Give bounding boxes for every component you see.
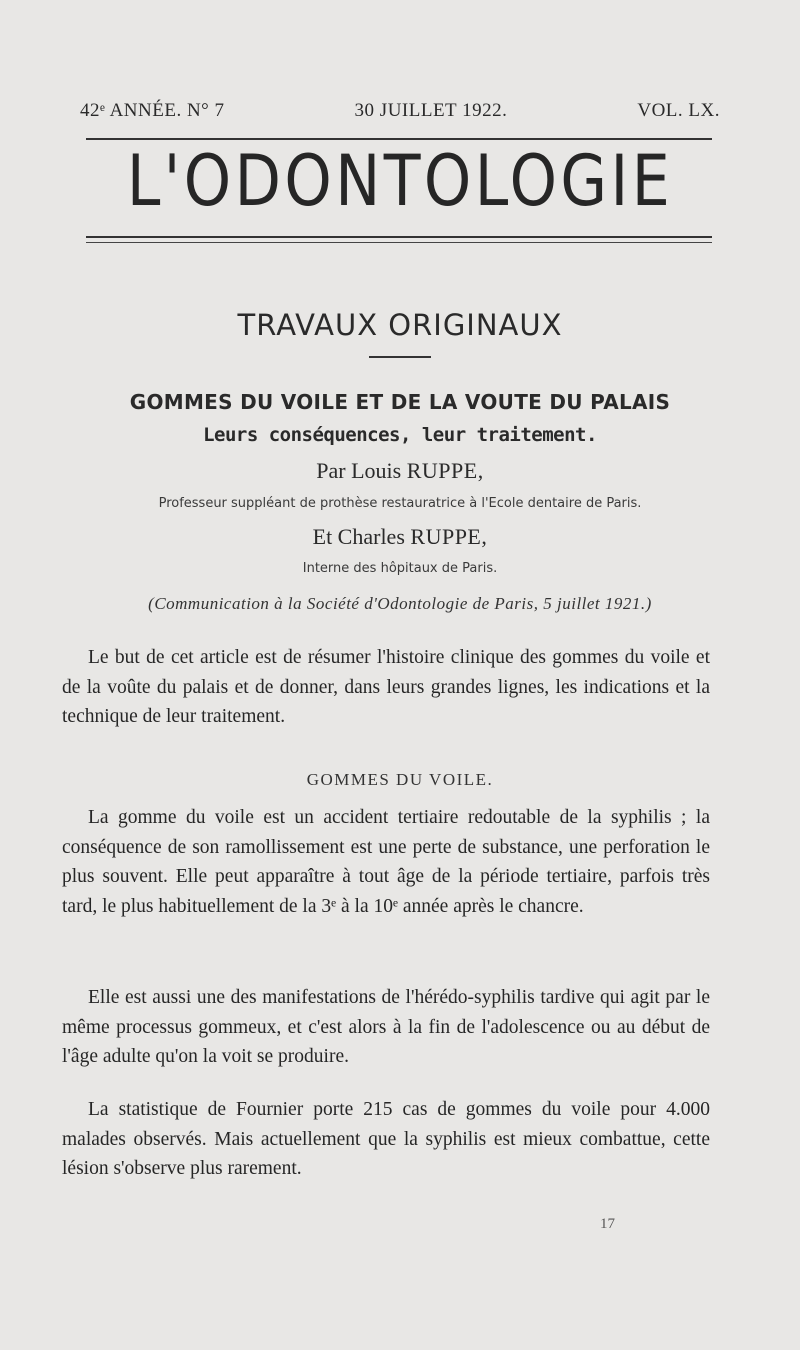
author-1-affiliation: Professeur suppléant de prothèse restauratrice à l'Ecole dentaire de Paris. <box>158 496 642 511</box>
section-title: TRAVAUX ORIGINAUX <box>237 308 563 342</box>
paragraph-1-text: La gomme du voile est un accident tertiaire redoutable de la syphilis ; la conséquence de son ramollissement est une perte de substance, une perforation le plus souvent. Elle peut apparaître à tout âge de la période tertiaire, parfois très tard, le plus habituellement de la 3ᵉ à la 10ᵉ année après le chancre. <box>62 807 710 918</box>
paragraph-3-text: La statistique de Fournier porte 215 cas de gommes du voile pour 4.000 malades observés. Mais actuellement que la syphilis est mieux combattue, cette lésion s'observe plus rarement. <box>62 1099 710 1180</box>
volume-number: VOL. LX. <box>637 100 720 121</box>
issue-header <box>80 100 720 122</box>
author-1 <box>0 458 800 484</box>
paragraph-2-text: Elle est aussi une des manifestations de l'hérédo-syphilis tardive qui agit par le même processus gommeux, et c'est alors à la fin de l'adolescence ou au début de l'âge adulte qu'on la voit se produire. <box>62 987 710 1068</box>
author-2-affiliation: Interne des hôpitaux de Paris. <box>302 561 498 576</box>
masthead-rule-thick <box>86 236 712 238</box>
communication-note: (Communication à la Société d'Odontologie de Paris, 5 juillet 1921.) <box>148 594 652 613</box>
author-1-name: RUPPE, <box>406 458 484 483</box>
author-2-prefix: Et Charles <box>312 524 405 549</box>
author-2 <box>0 524 800 550</box>
body-paragraph-1 <box>62 803 710 922</box>
author-1-prefix: Par Louis <box>316 458 402 483</box>
issue-number: 42ᵉ ANNÉE. N° 7 <box>80 100 225 121</box>
intro-paragraph <box>62 643 710 732</box>
page-number: 17 <box>600 1216 615 1232</box>
subsection-heading: GOMMES DU VOILE. <box>306 770 494 789</box>
article-title: GOMMES DU VOILE ET DE LA VOUTE DU PALAIS <box>129 390 671 414</box>
issue-date: 30 JUILLET 1922. <box>354 100 508 121</box>
section-rule <box>369 356 431 358</box>
article-subtitle: Leurs conséquences, leur traitement. <box>203 424 597 446</box>
masthead-rule-thin <box>86 242 712 243</box>
journal-masthead: L'ODONTOLOGIE <box>126 140 674 222</box>
intro-text: Le but de cet article est de résumer l'histoire clinique des gommes du voile et de la voûte du palais et de donner, dans leurs grandes lignes, les indications et la technique de leur traitement. <box>62 647 710 728</box>
body-paragraph-2 <box>62 983 710 1072</box>
body-paragraph-3 <box>62 1095 710 1184</box>
author-2-name: RUPPE, <box>410 524 488 549</box>
